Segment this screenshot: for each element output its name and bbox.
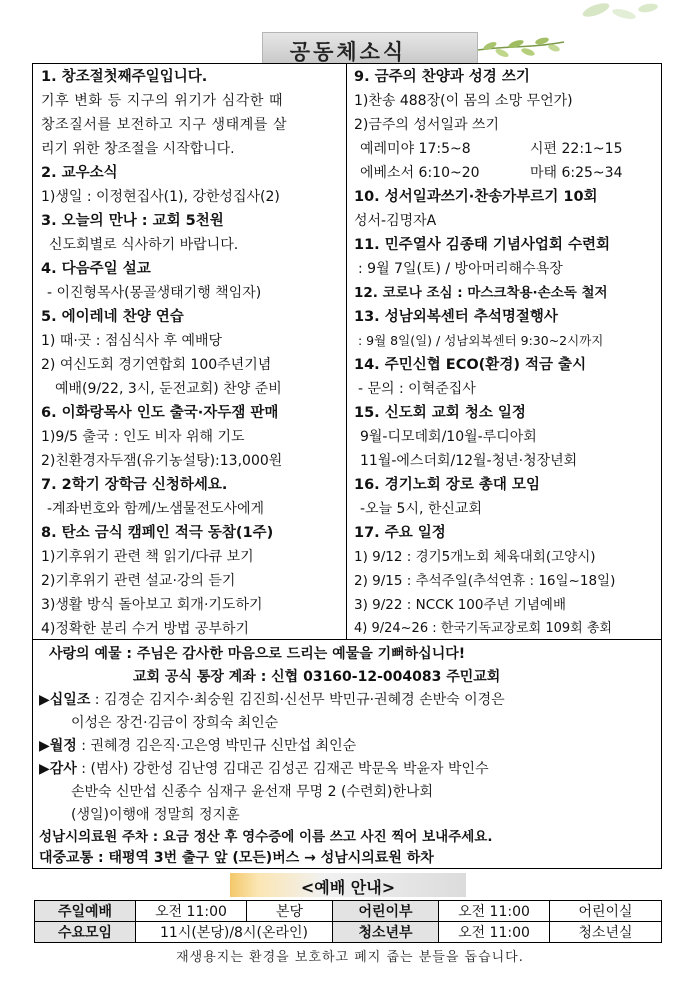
item-text: 신도회별로 식사하기 바랍니다. [49, 237, 239, 253]
thanks-names-cont: (생일)이행애 정말희 정지훈 [71, 807, 240, 823]
item-text: 4) 9/24~26 : 한국기독교장로회 109회 총회 [354, 621, 612, 636]
item-text: 창조질서를 보전하고 지구 생태계를 살 [41, 117, 288, 133]
offering-section [32, 640, 662, 869]
item-text: 1)9/5 출국 : 인도 비자 위해 기도 [41, 429, 245, 445]
item-text: - 문의 : 이혁준집사 [358, 381, 476, 397]
item-heading: 10. 성서일과쓰기·찬송가부르기 10회 [354, 189, 598, 205]
item-text: 1) 때·곳 : 점심식사 후 예배당 [41, 333, 223, 349]
table-cell: 오전 11:00 [439, 922, 550, 943]
title-banner [262, 32, 478, 64]
table-cell: 본당 [247, 901, 333, 922]
table-cell: 주일예배 [35, 901, 136, 922]
item-text: 2) 여신도회 경기연합회 100주년기념 [41, 357, 272, 373]
item-text: 1)기후위기 관련 책 읽기/다큐 보기 [41, 549, 254, 565]
leaf-branch-icon [476, 34, 566, 60]
item-text: : 9월 8일(일) / 성남외복센터 9:30~2시까지 [358, 333, 604, 348]
item-text: - 이진형목사(몽골생태기행 책임자) [47, 285, 262, 301]
item-text: 시편 22:1~15 [530, 141, 623, 157]
table-cell: 어린이부 [333, 901, 439, 922]
item-text: -오늘 5시, 한신교회 [360, 501, 482, 517]
item-heading: 2. 교우소식 [41, 165, 118, 181]
tithe-names-cont: 이성은 장건·김금이 장희숙 최인순 [71, 715, 279, 731]
item-text: 예배(9/22, 3시, 둔전교회) 찬양 준비 [55, 381, 282, 397]
table-cell: 청소년실 [550, 922, 662, 943]
table-cell: 오전 11:00 [136, 901, 247, 922]
item-text: 3)생활 방식 돌아보고 회개·기도하기 [41, 597, 263, 613]
item-text: 리기 위한 창조절을 시작합니다. [41, 141, 235, 157]
item-text: 2)기후위기 관련 설교·강의 듣기 [41, 573, 236, 589]
item-text: 성서-김명자A [354, 213, 437, 229]
item-heading: 5. 에이레네 찬양 연습 [41, 309, 184, 325]
tithe-names: : 김경순 김지수·최숭원 김진희·신선무 박민규·권혜경 손반숙 이경은 [90, 692, 505, 708]
item-heading: 1. 창조절첫째주일입니다. [41, 69, 208, 85]
monthly-names: : 권혜경 김은직·고은영 박민규 신만섭 최인순 [76, 738, 357, 754]
thanks-names: : (범사) 강한성 김난영 김대곤 김성곤 김재곤 박문옥 박윤자 박인수 [76, 761, 489, 777]
item-text: 9월-디모데회/10월-루디아회 [360, 429, 537, 445]
offering-notice: 사랑의 예물 : 주님은 감사한 마음으로 드리는 예물을 기뻐하십니다! [49, 646, 466, 662]
item-text: 1) 9/12 : 경기5개노회 체육대회(고양시) [354, 549, 596, 565]
item-heading: 4. 다음주일 설교 [41, 261, 151, 277]
tithe-line [39, 690, 505, 710]
item-heading: 7. 2학기 장학금 신청하세요. [41, 477, 228, 493]
tithe-label: ▶십일조 [39, 692, 91, 708]
item-text: 1)생일 : 이정현집사(1), 강한성집사(2) [41, 189, 280, 205]
transit-notice: 대중교통 : 태평역 3번 출구 앞 (모든)버스 → 성남시의료원 하차 [39, 850, 434, 866]
item-text: 2)금주의 성서일과 쓰기 [354, 117, 499, 133]
item-text: 2)친환경자두잼(유기농설탕):13,000원 [41, 453, 283, 469]
item-heading: 14. 주민신협 ECO(환경) 적금 출시 [354, 357, 587, 373]
item-text: 예레미야 17:5~8 [360, 141, 471, 157]
item-text: 4)정확한 분리 수거 방법 공부하기 [41, 621, 249, 637]
monthly-label: ▶월정 [39, 738, 77, 754]
item-heading: 9. 금주의 찬양과 성경 쓰기 [354, 69, 530, 85]
thanks-line [39, 759, 489, 779]
thanks-names-cont: 손반숙 신만섭 신종수 심재구 윤선재 무명 2 (수련회)한나회 [71, 784, 434, 800]
item-text: 1)찬송 488장(이 몸의 소망 무언가) [354, 93, 573, 109]
item-heading: 13. 성남외복센터 추석명절행사 [354, 309, 558, 325]
item-text: 마태 6:25~34 [530, 165, 623, 181]
table-cell: 11시(본당)/8시(온라인) [136, 922, 333, 943]
item-text: 에베소서 6:10~20 [360, 165, 480, 181]
item-text: 3) 9/22 : NCCK 100주년 기념예배 [354, 597, 566, 613]
item-text: 기후 변화 등 지구의 위기가 심각한 때 [41, 93, 284, 109]
footer-note: 재생용지는 환경을 보호하고 폐지 줍는 분들을 돕습니다. [176, 950, 524, 965]
table-cell: 오전 11:00 [439, 901, 550, 922]
item-text: : 9월 7일(토) / 방아머리해수욕장 [358, 261, 563, 277]
table-cell: 수요모임 [35, 922, 136, 943]
table-row [35, 922, 662, 943]
item-heading: 6. 이화랑목사 인도 출국·자두잼 판매 [41, 405, 279, 421]
item-text: 11월-에스더회/12월-청년·청장년회 [360, 453, 578, 469]
item-heading: 15. 신도회 교회 청소 일정 [354, 405, 526, 421]
item-heading: 11. 민주열사 김종태 기념사업회 수련회 [354, 237, 610, 253]
leaf-decoration-icon [576, 0, 666, 30]
news-column-right [346, 64, 661, 639]
news-column-left [33, 64, 347, 639]
thanks-label: ▶감사 [39, 761, 77, 777]
item-heading: 16. 경기노회 장로 총대 모임 [354, 477, 540, 493]
table-cell: 청소년부 [333, 922, 439, 943]
item-text: 2) 9/15 : 추석주일(추석연휴 : 16일~18일) [354, 573, 616, 589]
table-row [35, 901, 662, 922]
item-heading: 8. 탄소 금식 캠페인 적극 동참(1주) [41, 525, 274, 541]
item-heading: 17. 주요 일정 [354, 525, 446, 541]
news-grid [32, 63, 662, 640]
table-cell: 어린이실 [550, 901, 662, 922]
service-table [34, 900, 662, 943]
item-heading: 3. 오늘의 만나 : 교회 5천원 [41, 213, 224, 229]
monthly-line [39, 736, 356, 756]
page-title: 공동체소식 [289, 40, 407, 64]
item-heading: 12. 코로나 조심 : 마스크착용·손소독 철저 [354, 285, 608, 301]
item-text: -계좌번호와 함께/노샘물전도사에게 [47, 501, 265, 517]
bank-account: 교회 공식 통장 계좌 : 신협 03160-12-004083 주민교회 [133, 669, 501, 685]
parking-notice: 성남시의료원 주차 : 요금 정산 후 영수증에 이름 쓰고 사진 찍어 보내주세요. [39, 829, 493, 845]
service-guide-title: <예배 안내> [300, 878, 396, 897]
service-guide-banner [230, 873, 466, 897]
